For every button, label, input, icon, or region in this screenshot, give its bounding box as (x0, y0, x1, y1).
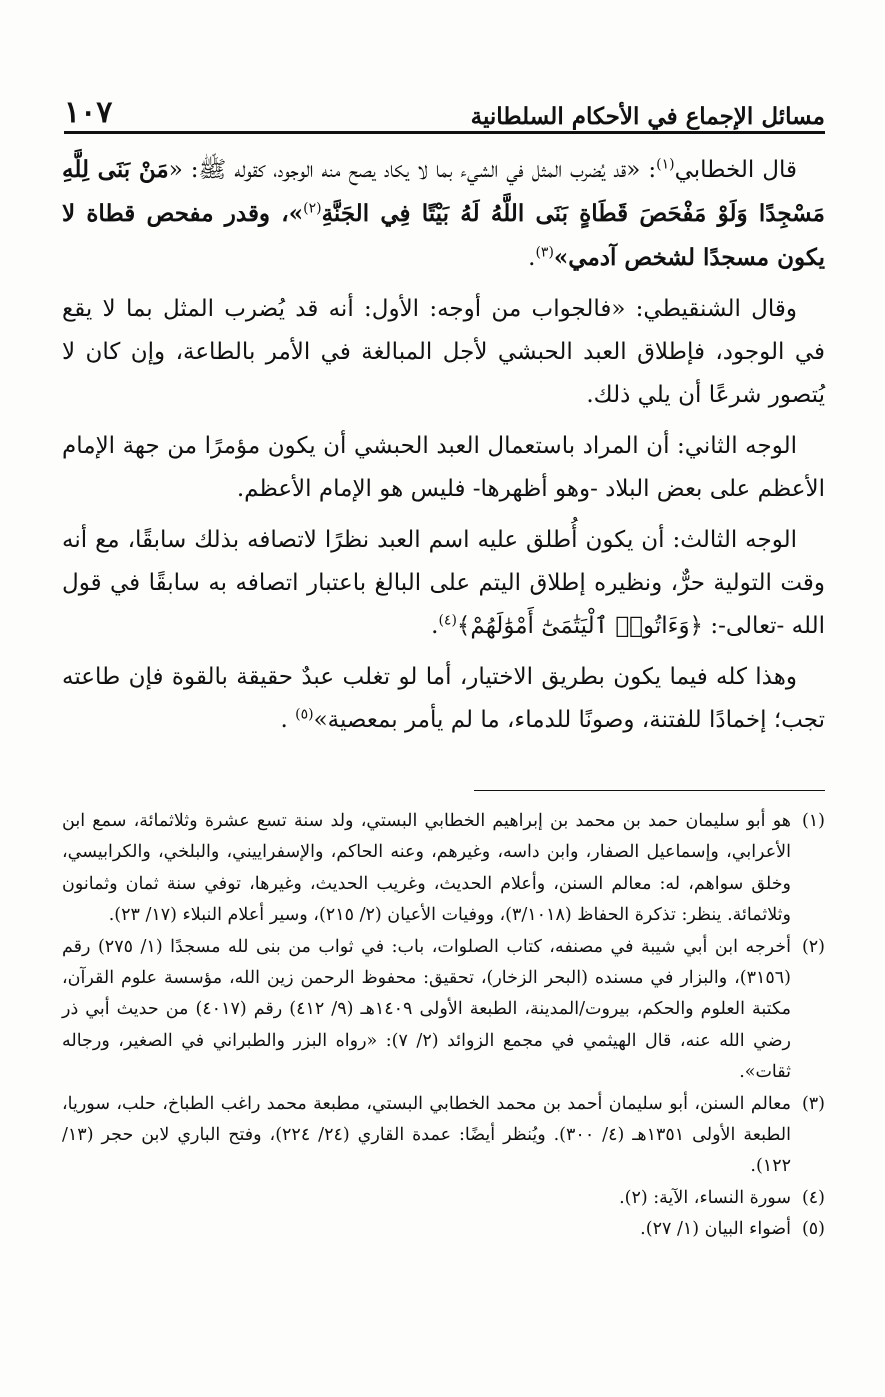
footnote-ref[interactable]: (١) (656, 156, 675, 173)
header-rule (64, 131, 825, 134)
footnote (62, 1183, 825, 1214)
paragraph: قال الخطابي$^{(١)}$: «قد يُضرب المثل في الشيء بما لا يكاد يصح منه الوجود، كقوله ﷺ: «مَنْ بَنَى لِلَّهِ مَسْجِدًا وَلَوْ مَفْحَصَ قَطَاةٍ بَنَى اللَّهُ لَهُ بَيْتًا فِي الجَنَّةِ$^{(٢)}$»، وقدر مفحص قطاة لا يكون مسجدًا لشخص آدمي»$^{(٣)}$. (62, 156, 825, 271)
footnote (62, 1214, 825, 1245)
footnote (62, 932, 825, 1089)
main-text (62, 148, 825, 750)
running-title: مسائل الإجماع في الأحكام السلطانية (470, 103, 825, 130)
footnote-separator (474, 790, 825, 791)
paragraph: الوجه الثاني: أن المراد باستعمال العبد الحبشي أن يكون مؤمرًا من جهة الإمام الأعظم على بعض البلاد -وهو أظهرها- فليس هو الإمام الأعظم. (62, 433, 825, 502)
footnote-ref[interactable]: (٣) (535, 244, 554, 261)
footnote (62, 806, 825, 932)
footnotes (62, 806, 825, 1246)
paragraph: الوجه الثالث: أن يكون أُطلق عليه اسم العبد نظرًا لاتصافه بذلك سابقًا، مع أنه وقت التولية حرٌّ، ونظيره إطلاق اليتم على البالغ باعتبار اتصافه به سابقًا في قول الله -تعالى-: ﴿وَءَاتُوا۟ ٱلْيَتَٰمَىٰٓ أَمْوَٰلَهُمْ﴾$^{(٤)}$. (62, 527, 825, 639)
hadith-quote: مَنْ بَنَى لِلَّهِ مَسْجِدًا وَلَوْ مَفْحَصَ قَطَاةٍ بَنَى اللَّهُ لَهُ بَيْتًا فِي الجَنَّةِ (62, 156, 825, 227)
footnote (62, 1089, 825, 1183)
footnote-text: معالم السنن، أبو سليمان أحمد بن محمد الخطابي البستي، مطبعة محمد راغب الطباخ، حلب، سوريا، الطبعة الأولى ١٣٥١هـ (٤/ ٣٠٠). ويُنظر أيضًا: عمدة القاري (٢٤/ ٢٢٤)، وفتح الباري لابن حجر (١٣/ ١٢٢). (62, 1093, 791, 1177)
paragraph: وهذا كله فيما يكون بطريق الاختيار، أما لو تغلب عبدٌ حقيقة بالقوة فإن طاعته تجب؛ إخمادًا للفتنة، وصونًا للدماء، ما لم يأمر بمعصية»$^{(٥)}$ . (62, 664, 825, 733)
footnote-text: أخرجه ابن أبي شيبة في مصنفه، كتاب الصلوات، باب: في ثواب من بنى لله مسجدًا (١/ ٢٧٥) رقم (٣١٥٦)، والبزار في مسنده (البحر الزخار)، تحقيق: محفوظ الرحمن زين الله، مؤسسة علوم القرآن، مكتبة العلوم والحكم، بيروت/المدينة، الطبعة الأولى ١٤٠٩هـ (٩/ ٤١٢) رقم (٤٠١٧) من حديث أبي ذر رضي الله عنه، قال الهيثمي في مجمع الزوائد (٢/ ٧): «رواه البزر والطبراني في الصغير، ورجاله ثقات». (62, 936, 792, 1083)
page-header (64, 78, 825, 130)
footnote-number: (٤) (801, 1187, 825, 1208)
footnote-ref[interactable]: (٥) (295, 706, 314, 723)
footnote-text: هو أبو سليمان حمد بن محمد بن إبراهيم الخطابي البستي، ولد سنة تسع عشرة وثلاثمائة، سمع ابن الأعرابي، وإسماعيل الصفار، وابن داسه، وغيرهم، وعنه الحاكم، والإسفراييني، والبلخي، والكرابيسي، وخلق سواهم، له: معالم السنن، وأعلام الحديث، وغريب الحديث، وغيرها، توفي سنة ثمان وثمانون وثلاثمائة. ينظر: تذكرة الحفاظ (٣/١٠١٨)، ووفيات الأعيان (٢/ ٢١٥)، وسير أعلام النبلاء (١٧/ ٢٣). (62, 811, 791, 926)
quran-verse: ﴿وَءَاتُوا۟ ٱلْيَتَٰمَىٰٓ أَمْوَٰلَهُمْ﴾ (456, 613, 704, 639)
footnote-ref[interactable]: (٢) (303, 200, 322, 217)
footnote-text: أضواء البيان (١/ ٢٧). (640, 1219, 791, 1240)
page-number: ١٠٧ (64, 95, 113, 130)
footnote-number: (٢) (801, 936, 825, 957)
footnote-ref[interactable]: (٤) (438, 612, 457, 629)
footnote-number: (٣) (801, 1093, 825, 1114)
footnote-number: (٥) (801, 1219, 825, 1240)
footnote-text: سورة النساء، الآية: (٢). (619, 1187, 791, 1208)
footnote-number: (١) (801, 811, 825, 831)
paragraph: وقال الشنقيطي: «فالجواب من أوجه: الأول: أنه قد يُضرب المثل بما لا يقع في الوجود، فإطلاق العبد الحبشي لأجل المبالغة في الأمر بالطاعة، وإن كان لا يُتصور شرعًا أن يلي ذلك. (62, 296, 825, 408)
